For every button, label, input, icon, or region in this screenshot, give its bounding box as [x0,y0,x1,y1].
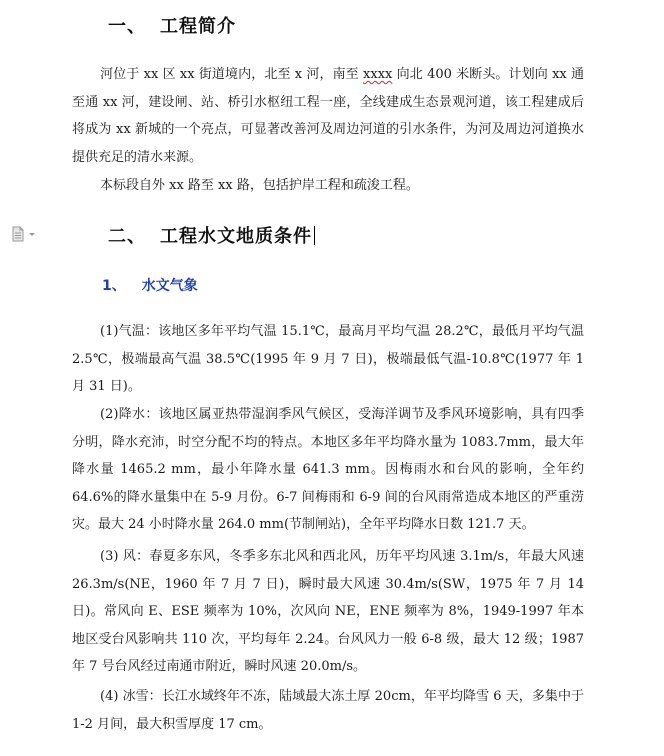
section-2-number: 二、 [108,226,146,247]
precipitation-paragraph-text: (2)降水：该地区属亚热带湿润季风气候区，受海洋调节及季风环境影响，具有四季分明，降水充沛，时空分配不均的特点。本地区多年平均降水量为 1083.7mm，最大年降水量 1465.2 mm，最小年降水量 641.3 mm。因梅雨水和台风的影响，全年约 64.6%的降水量集中在 5-9 月份。6-7 间梅雨和 6-9 间的台风雨常造成本地区的严重涝灾。最大 24 小时降水量 264.0 mm(节制闸站)，全年平均降水日数 121.7 天。 [72,407,584,532]
section-2-heading [108,222,315,248]
subsection-1-number: 1、 [102,278,126,294]
ice-snow-paragraph-text: (4) 冰雪：长江水域终年不冻，陆域最大冻土厚 20cm，年平均降雪 6 天，多集中于 1-2 月间，最大积雪厚度 17 cm。 [72,689,584,732]
subsection-1-title: 水文气象 [141,278,198,294]
section-1-title: 工程简介 [160,16,236,37]
intro-paragraph-text-a: 河位于 xx 区 xx 街道境内，北至 x 河，南至 [100,67,364,82]
spell-flagged-word[interactable]: xxxx [363,67,393,82]
subsection-1-heading [102,275,198,295]
temperature-paragraph-text: (1)气温：该地区多年平均气温 15.1℃，最高月平均气温 28.2℃，最低月平均气温 2.5℃，极端最高气温 38.5℃(1995 年 9 月 7 日)，极端最低气温-10.8℃(1977 年 1 月 31 日)。 [72,324,584,394]
section-2-title: 工程水文地质条件 [160,226,312,247]
intro-paragraph [72,61,584,171]
scope-paragraph [72,172,584,200]
scope-paragraph-text: 本标段自外 xx 路至 xx 路，包括护岸工程和疏浚工程。 [100,178,419,193]
temperature-paragraph [72,318,584,401]
document-marker-icon[interactable] [10,226,38,242]
text-cursor [314,226,315,245]
section-1-number: 一、 [108,16,146,37]
section-1-heading [108,12,236,38]
wind-paragraph-text: (3) 风：春夏多东风，冬季多东北风和西北风，历年平均风速 3.1m/s，年最大风速 26.3m/s(NE，1960 年 7 月 7 日)，瞬时最大风速 30.4m/s(SW，1975 年 7 月 14 日)。常风向 E、ESE 频率为 10%，次风向 NE，ENE 频率为 8%，1949-1997 年本地区受台风影响共 110 次，平均每年 2.24。台风风力一般 6-8 级，最大 12 级；1987 年 7 号台风经过南通市附近，瞬时风速 20.0m/s。 [72,549,584,674]
precipitation-paragraph [72,401,584,539]
intro-paragraph-text-b: 向北 400 米断头。计划向 xx 通至通 xx 河，建设闸、站、桥引水枢纽工程一座，全线建成生态景观河道，该工程建成后将成为 xx 新城的一个亮点，可显著改善河及周边河道的引水条件，为河及周边河道换水提供充足的清水来源。 [72,67,585,165]
ice-snow-paragraph [72,683,584,738]
wind-paragraph [72,543,584,681]
